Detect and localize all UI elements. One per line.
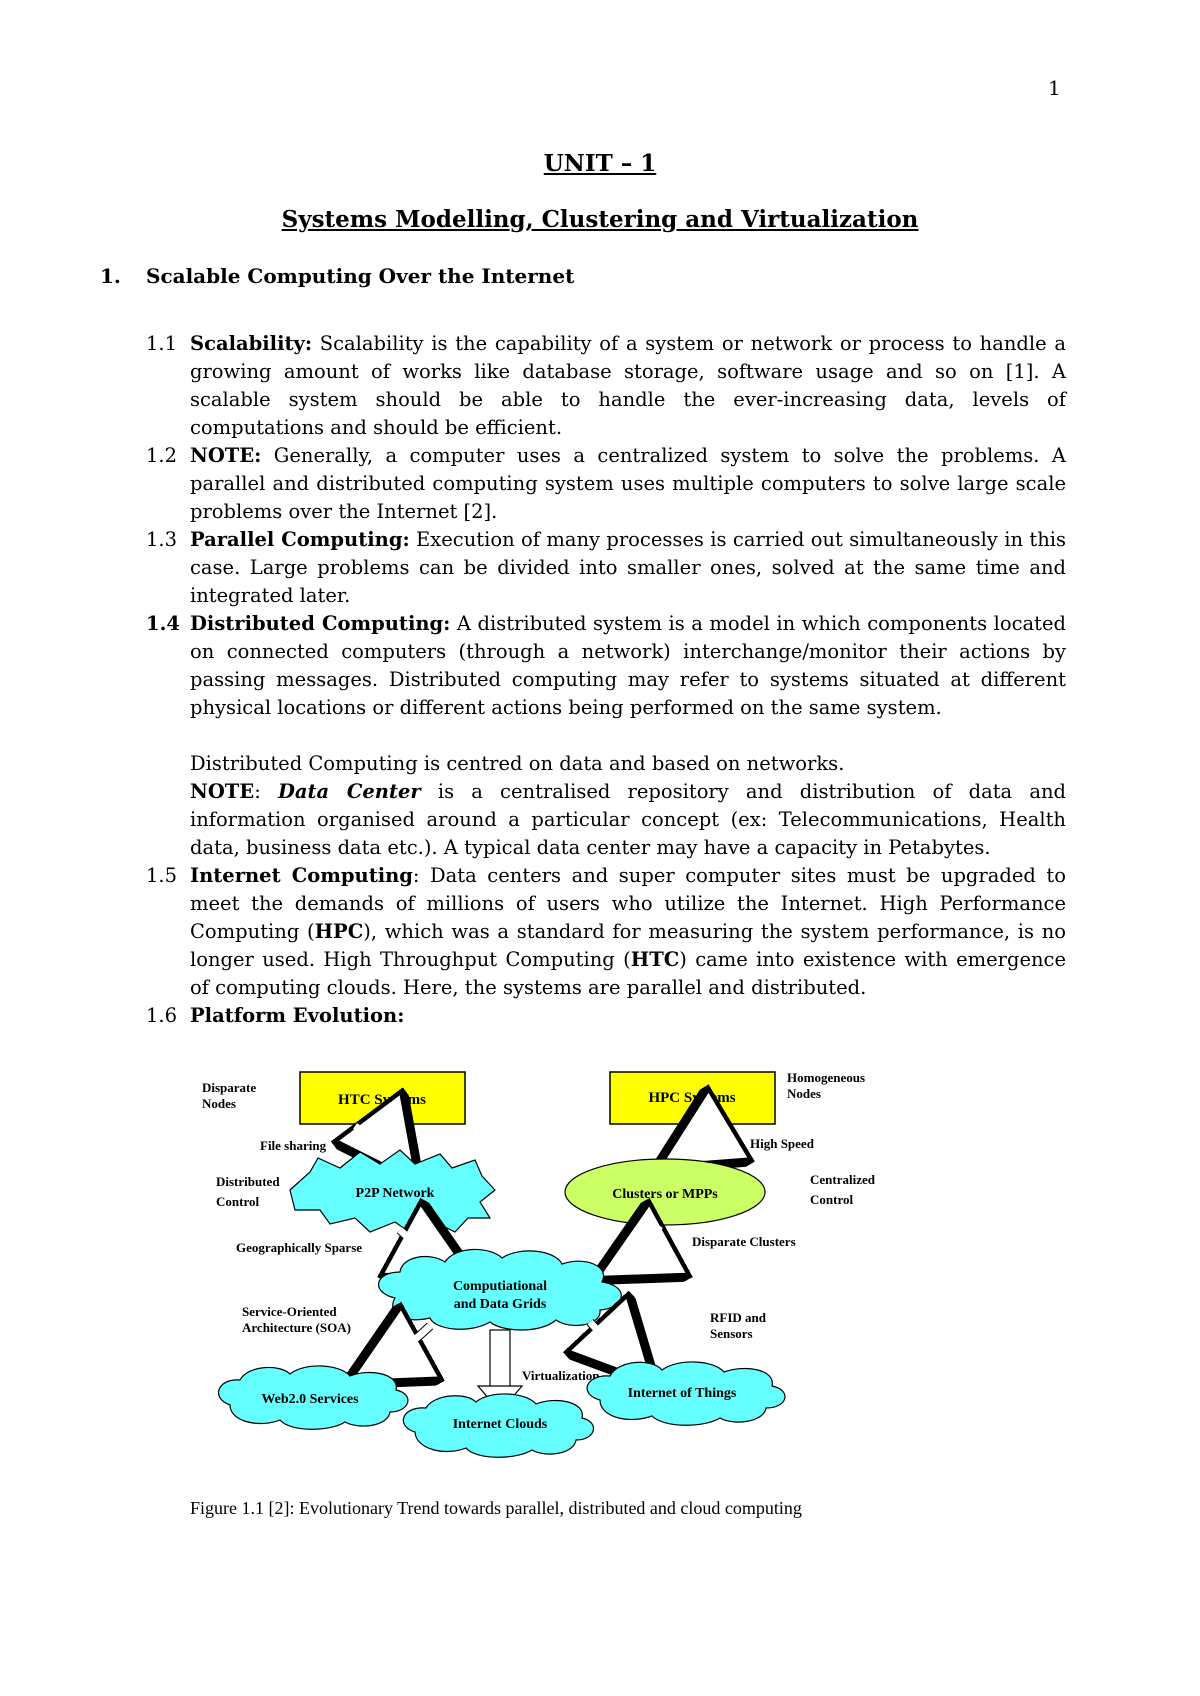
item-term: Distributed Computing: [190,612,451,635]
grids-label-1: Computiational [452,1279,548,1294]
item-term: NOTE: [190,444,262,467]
virtualization-label: Virtualization [522,1368,600,1383]
list-item [146,442,1066,526]
soa-label-1: Service-Oriented [242,1304,337,1319]
item-term: Platform Evolution: [190,1004,405,1027]
web20-label: Web2.0 Services [261,1392,359,1407]
hpc-label: HPC Systems [648,1090,736,1106]
htc-label: HTC Systems [338,1092,426,1108]
item-text: ), which was a standard for measuring the system performance, is no longer used. High Throughput Computing ( [190,920,1067,971]
rfid-label-1: RFID and [710,1310,766,1325]
item-term: Scalability: [190,332,313,355]
item-text: Execution of many processes is carried out simultaneously in this case. Large problems can be divided into smaller ones, solved at the same time and integrated later. [190,528,1066,607]
file-sharing-label: File sharing [260,1138,327,1153]
item-term: Internet Computing [190,864,413,887]
disparate-clusters-label: Disparate Clusters [692,1234,796,1249]
centralized-control-label: Centralized [810,1172,875,1187]
list-item [146,526,1066,610]
item-number: 1.5 [146,864,178,887]
note-label: NOTE [190,780,255,803]
dc-line: Distributed Computing is centred on data and based on networks. [190,752,845,775]
internet-clouds-label: Internet Clouds [452,1417,548,1432]
list-item [146,1002,1066,1030]
item-number: 1.6 [146,1004,178,1027]
page-number: 1 [1048,76,1061,100]
data-center-note [146,778,1066,862]
item-text: : Data centers and super computer sites must be upgraded to meet the demands of millions of users who utilize the Internet. High Performance Computing ( [190,864,1066,943]
p2p-network-label: P2P Network [355,1186,435,1201]
htc-term: HTC [630,948,680,971]
section-heading [100,264,574,288]
item-text: Scalability is the capability of a system or network or process to handle a growing amount of works like database storage, software usage and so on [1]. A scalable system should be able to handle the ever-increasing data, levels of computations and should be efficient. [190,332,1066,439]
homogeneous-nodes-label-2: Nodes [787,1086,821,1101]
centralized-control-label-2: Control [810,1192,854,1207]
list-item [146,330,1066,442]
section-number: 1. [100,264,121,288]
list-item [146,862,1066,1002]
hpc-term: HPC [314,920,364,943]
high-speed-label: High Speed [750,1136,814,1151]
item-number: 1.4 [146,612,180,635]
item-number: 1.2 [146,444,178,467]
item-text: ) came into existence with emergence of computing clouds. Here, the systems are parallel and distributed. [190,948,1067,999]
grids-label-2: and Data Grids [453,1297,547,1312]
unit-title: UNIT – 1 [543,150,657,177]
platform-evolution-diagram [190,1060,930,1480]
item-number: 1.3 [146,528,178,551]
distributed-control-label: Distributed [216,1174,280,1189]
data-center-term: Data Center [277,780,421,803]
item-term: Parallel Computing: [190,528,410,551]
soa-label-2: Architecture (SOA) [242,1320,351,1335]
note-colon: : [254,780,278,803]
document-subtitle: Systems Modelling, Clustering and Virtualization [281,206,919,233]
arrow-grids-clouds-shaft [490,1330,510,1388]
figure-caption: Figure 1.1 [2]: Evolutionary Trend towards parallel, distributed and cloud computing [190,1498,802,1518]
list-item [146,610,1066,722]
disparate-nodes-label: Disparate [202,1080,257,1095]
note-text: is a centralised repository and distribution of data and information organised around a particular concept (ex: Telecommunications, Health data, business data etc.). A typical data center may have a capacity in Petabytes. [190,780,1066,859]
item-number: 1.1 [146,332,178,355]
distributed-control-label-2: Control [216,1194,260,1209]
spacer [146,722,1066,750]
item-text: A distributed system is a model in which components located on connected computers (through a network) interchange/monitor their actions by passing messages. Distributed computing may refer to systems situated at different physical locations or different actions being performed on the same system. [190,612,1066,719]
disparate-nodes-label-2: Nodes [202,1096,236,1111]
item-list [146,330,1066,1030]
homogeneous-nodes-label: Homogeneous [787,1070,865,1085]
section-title: Scalable Computing Over the Internet [146,264,575,288]
iot-label: Internet of Things [627,1386,737,1401]
geo-sparse-label: Geographically Sparse [236,1240,363,1255]
clusters-label: Clusters or MPPs [612,1187,718,1202]
rfid-label-2: Sensors [710,1326,753,1341]
item-text: Generally, a computer uses a centralized system to solve the problems. A parallel and distributed computing system uses multiple computers to solve large scale problems over the Internet [2]. [190,444,1066,523]
